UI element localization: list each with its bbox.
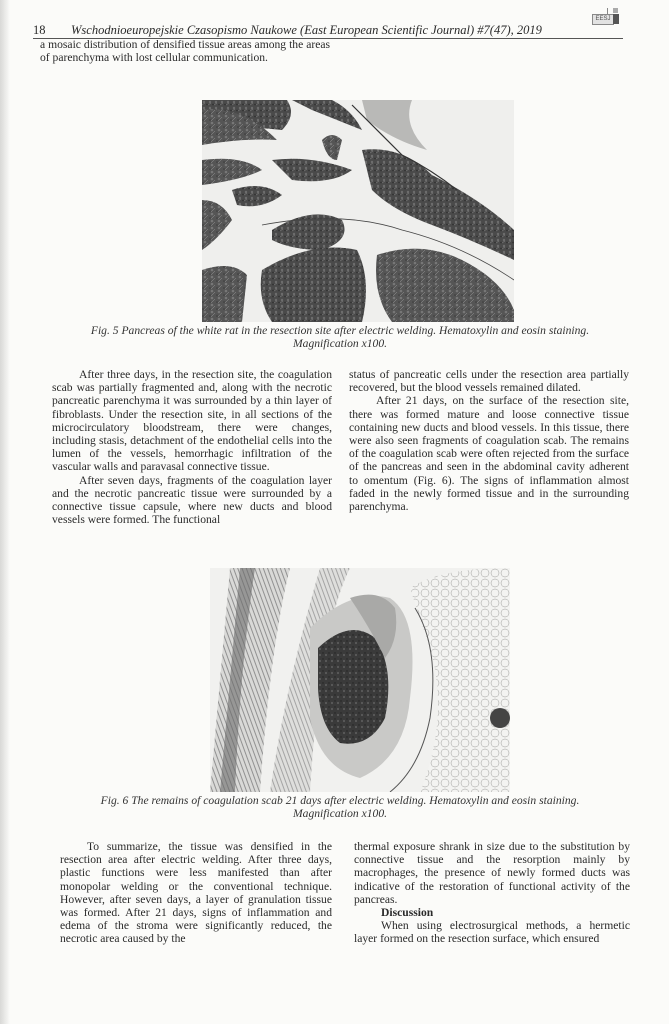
section2-left-column [60, 840, 332, 946]
section1-left-column [52, 368, 332, 526]
paragraph-three-days: After three days, in the resection site, the coagulation scab was partially fragmented and, along with the necrotic pancreatic parenchyma it was surrounded by a thin layer of fibroblasts. Under the resection site, in all sections of the microcirculatory bloodstream, there were changes, including stasis, detachment of the endothelial cells into the lumen of the vessels, hemorrhagic infiltration of the vascular walls and paravasal connective tissue. [52, 368, 332, 474]
figure-6-caption [40, 794, 640, 821]
figure-5-caption-line2: Magnification x100. [292, 337, 388, 351]
intro-text: a mosaic distribution of densified tissue areas among the areas of parenchyma with lost cellular communication. [40, 38, 330, 65]
figure-5-caption-line1: Fig. 5 Pancreas of the white rat in the resection site after electric welding. Hematoxylin and eosin staining. [90, 324, 590, 337]
figure-5-image [202, 100, 514, 322]
paragraph-21-days: After 21 days, on the surface of the resection site, there was formed mature and loose connective tissue containing new ducts and blood vessels. In this tissue, there were also seen fragments of coagulation scab. The remains of the coagulation scab were often rejected from the surface of the pancreas and seen in the abdominal cavity adherent to omentum (Fig. 6). The signs of inflammation almost faded in the newly formed tissue and in the surrounding parenchyma. [349, 394, 629, 514]
figure-6-image [210, 568, 510, 792]
journal-title: Wschodnioeuropejskie Czasopismo Naukowe (East European Scientific Journal) #7(47), 2019 [71, 23, 542, 37]
figure-5-micrograph [202, 100, 514, 322]
paragraph-functional-status-continuation: status of pancreatic cells under the resection area partially recovered, but the blood vessels remained dilated. [349, 368, 629, 395]
discussion-heading: Discussion [381, 906, 434, 920]
figure-6-caption-line1: Fig. 6 The remains of coagulation scab 21 days after electric welding. Hematoxylin and eosin staining. [100, 794, 580, 807]
figure-6-micrograph [210, 568, 510, 792]
paragraph-discussion: When using electrosurgical methods, a hermetic layer formed on the resection surface, which ensured [354, 919, 630, 946]
journal-logo-icon [592, 8, 620, 24]
paragraph-summary: To summarize, the tissue was densified in the resection area after electric welding. After three days, plastic functions were less manifested than after monopolar welding or the conventional technique. However, after seven days, a layer of granulation tissue was formed. After 21 days, signs of inflammation and edema of the stroma were significantly reduced, the necrotic area caused by the [60, 840, 332, 946]
running-header [33, 20, 623, 39]
figure-5-caption [40, 324, 640, 351]
paragraph-seven-days: After seven days, fragments of the coagulation layer and the necrotic pancreatic tissue were surrounded by a connective tissue capsule, where new ducts and blood vessels were formed. The functional [52, 473, 332, 527]
scan-edge-shadow [0, 0, 10, 1024]
figure-6-caption-line2: Magnification x100. [292, 807, 388, 821]
paragraph-summary-continuation: thermal exposure shrank in size due to the substitution by connective tissue and the resorption mainly by macrophages, the presence of newly formed ducts was indicative of the restoration of functional activity of the pancreas. [354, 840, 630, 906]
intro-paragraph [40, 38, 330, 64]
section1-right-column [349, 368, 629, 513]
logo-text: EESJ [592, 14, 614, 25]
page-number: 18 [33, 23, 46, 37]
section2-right-column [354, 840, 630, 946]
